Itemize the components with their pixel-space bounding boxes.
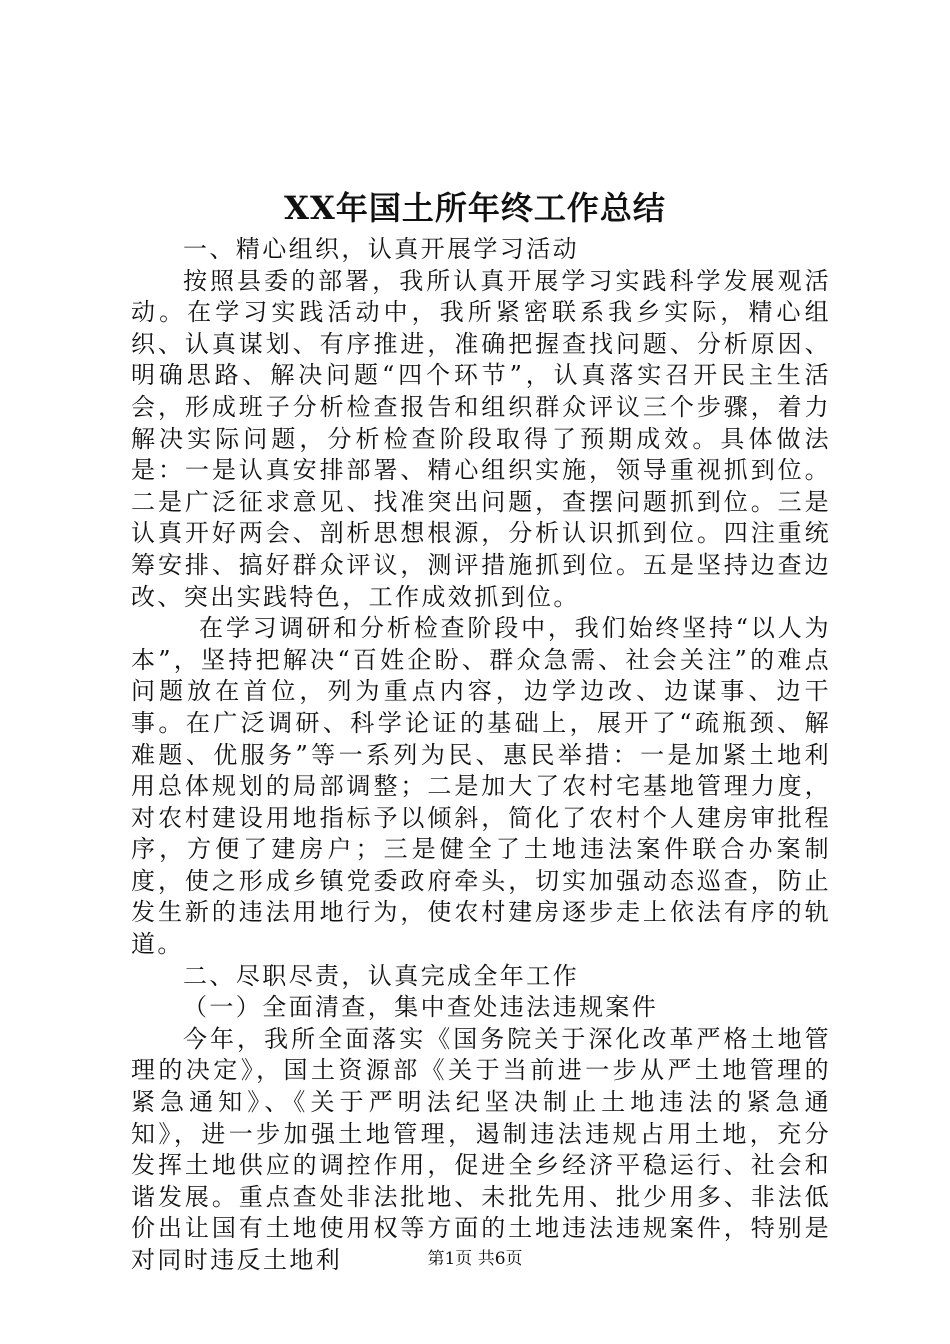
section-heading: 一、精心组织，认真开展学习活动 (183, 235, 579, 263)
page-footer: 第1页 共6页 (427, 1249, 523, 1269)
subsection-heading: （一）全面清查，集中查处违法违规案件 (183, 993, 659, 1022)
document-body (131, 234, 831, 1277)
body-paragraph: 在学习调研和分析检查阶段中，我们始终坚持“以人为本”，坚持把解决“百姓企盼、群众急需、社会关注”的难点问题放在首位，列为重点内容，边学边改、边谋事、边干事。在广泛调研、科学论证的基础上，展开了“疏瓶颈、解难题、优服务”等一系列为民、惠民举措：一是加紧土地利用总体规划的局部调整；二是加大了农村宅基地管理力度，对农村建设用地指标予以倾斜，简化了农村个人建房审批程序，方便了建房户；三是健全了土地违法案件联合办案制度，使之形成乡镇党委政府牵头，切实加强动态巡查，防止发生新的违法用地行为，使农村建房逐步走上依法有序的轨道。 (131, 614, 831, 959)
body-paragraph: 按照县委的部署，我所认真开展学习实践科学发展观活动。在学习实践活动中，我所紧密联系我乡实际，精心组织、认真谋划、有序推进，准确把握查找问题、分析原因、明确思路、解决问题“四个环节”，认真落实召开民主生活会，形成班子分析检查报告和组织群众评议三个步骤，着力解决实际问题，分析检查阶段取得了预期成效。具体做法是：一是认真安排部署、精心组织实施，领导重视抓到位。二是广泛征求意见、找准突出问题，查摆问题抓到位。三是认真开好两会、剖析思想根源，分析认识抓到位。四注重统筹安排、搞好群众评议，测评措施抓到位。五是坚持边查边改、突出实践特色，工作成效抓到位。 (131, 266, 831, 611)
section-heading: 二、尽职尽责，认真完成全年工作 (183, 961, 579, 990)
body-paragraph: 今年，我所全面落实《国务院关于深化改革严格土地管理的决定》，国土资源部《关于当前进一步从严土地管理的紧急通知》、《关于严明法纪坚决制止土地违法的紧急通知》，进一步加强土地管理，遏制违法违规占用土地，充分发挥土地供应的调控作用，促进全乡经济平稳运行、社会和谐发展。重点查处非法批地、未批先用、批少用多、非法低价出让国有土地使用权等方面的土地违法违规案件，特别是对同时违反土地利 (131, 1024, 831, 1274)
document-title: XX年国土所年终工作总结 (284, 189, 666, 227)
